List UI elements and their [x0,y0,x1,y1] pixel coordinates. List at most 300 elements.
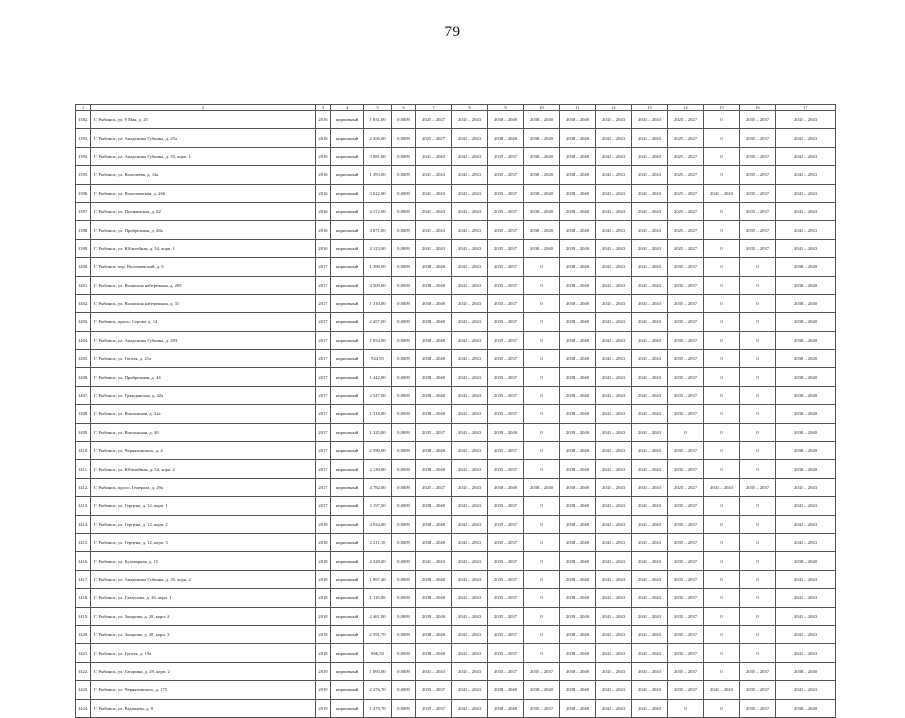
table-cell: 2038 – 2040 [560,202,596,220]
table-cell: 2041 – 2043 [632,166,668,184]
table-cell: 0 [524,552,560,570]
table-cell: 0,0009 [392,129,416,147]
table-cell: 2025 – 2027 [668,478,704,496]
table-cell: 2041 – 2043 [416,662,452,680]
table-cell: 1393. [76,129,91,147]
address-cell: Г. Рыбинск, ул. Академика Губкина, д. 293 [91,331,316,349]
table-cell: 2041 – 2043 [704,184,740,202]
table-cell: 2041 – 2043 [596,552,632,570]
table-cell: 2025 – 2027 [668,129,704,147]
table-row [76,589,836,607]
table-cell: кирпичный [331,589,364,607]
table-cell: 2035 – 2037 [488,552,524,570]
table-cell: 2016 [316,184,331,202]
table-cell: кирпичный [331,276,364,294]
table-cell: 2041 – 2043 [452,625,488,643]
table-cell: 2041 – 2043 [776,184,836,202]
table-cell: 2041 – 2043 [632,478,668,496]
table-cell: 1 893,00 [364,662,392,680]
table-cell: 2038 – 2040 [560,239,596,257]
table-row [76,147,836,165]
table-cell: кирпичный [331,681,364,699]
table-cell: 2035 – 2037 [668,570,704,588]
table-cell: 2041 – 2043 [416,552,452,570]
table-cell: 2035 – 2037 [668,552,704,570]
table-cell: 1414. [76,515,91,533]
table-cell: 2038 – 2040 [560,111,596,129]
address-cell: Г. Рыбинск, пер. Волочаевский, д. 6 [91,258,316,276]
table-cell: кирпичный [331,331,364,349]
table-cell: 0 [704,625,740,643]
table-cell: 1411. [76,460,91,478]
table-cell: 2019 [316,699,331,717]
table-cell: 2035 – 2037 [488,184,524,202]
table-cell: 2038 – 2040 [776,368,836,386]
table-cell: 2038 – 2040 [416,460,452,478]
table-cell: 2035 – 2037 [488,202,524,220]
table-cell: 2035 – 2037 [668,350,704,368]
table-cell: 2038 – 2040 [560,405,596,423]
table-cell: 0 [740,442,776,460]
table-cell: 0,0009 [392,368,416,386]
table-cell: 2038 – 2040 [560,129,596,147]
table-cell: 0,0009 [392,607,416,625]
table-cell: 2041 – 2043 [596,699,632,717]
table-cell: 2035 – 2037 [668,515,704,533]
table-cell: 2017 [316,386,331,404]
table-cell: 2016 [316,239,331,257]
table-cell: 2038 – 2040 [776,405,836,423]
table-cell: 2041 – 2043 [452,368,488,386]
table-cell: 1 310,00 [364,294,392,312]
table-cell: 4 024,00 [364,515,392,533]
table-cell: 0 [740,276,776,294]
table-row [76,478,836,496]
table-cell: 2017 [316,478,331,496]
table-cell: 2038 – 2040 [560,350,596,368]
table-cell: 2025 – 2027 [668,184,704,202]
table-cell: 0 [704,313,740,331]
schedule-table [75,104,836,718]
table-cell: 1401. [76,276,91,294]
table-cell: 1 031,00 [364,111,392,129]
table-cell: 2035 – 2037 [488,331,524,349]
table-cell: 0 [524,460,560,478]
table-cell: 1402. [76,294,91,312]
table-cell: 0,0009 [392,589,416,607]
table-cell: 2041 – 2043 [632,221,668,239]
table-cell: 0 [524,497,560,515]
table-cell: 2041 – 2043 [596,570,632,588]
table-cell: 2 547,00 [364,386,392,404]
table-cell: 2041 – 2043 [416,239,452,257]
table-cell: 0 [704,368,740,386]
table-cell: 1 393,00 [364,166,392,184]
table-cell: 2041 – 2043 [452,497,488,515]
table-cell: 2035 – 2037 [488,570,524,588]
table-cell: 2035 – 2037 [488,607,524,625]
table-cell: 2038 – 2040 [416,589,452,607]
table-cell: 2038 – 2040 [560,681,596,699]
table-cell: 0 [704,589,740,607]
table-cell: 2035 – 2037 [740,147,776,165]
column-header: 1 [76,105,91,111]
table-cell: 2041 – 2043 [596,662,632,680]
table-cell: 0 [704,166,740,184]
address-cell: Г. Рыбинск, ул. Академика Губкина, д. 35, корп. 1 [91,147,316,165]
table-cell: 2038 – 2040 [416,515,452,533]
table-cell: 1 116,00 [364,589,392,607]
address-cell: Г. Рыбинск, ул. Черняховского, д. 175 [91,681,316,699]
table-cell: 0,0009 [392,515,416,533]
address-cell: Г. Рыбинск, ул. Бульварная, д. 15 [91,552,316,570]
table-cell: 2041 – 2043 [452,276,488,294]
table-cell: 0,0009 [392,570,416,588]
table-cell: 1416. [76,552,91,570]
address-cell: Г. Рыбинск, просп. Генерала, д. 29а [91,478,316,496]
table-cell: 1419. [76,607,91,625]
table-cell: 0 [524,258,560,276]
table-cell: 2035 – 2037 [668,442,704,460]
table-cell: кирпичный [331,147,364,165]
table-row [76,129,836,147]
table-cell: кирпичный [331,533,364,551]
table-cell: 0 [524,368,560,386]
table-cell: 2035 – 2037 [740,239,776,257]
table-cell: 2035 – 2037 [740,662,776,680]
table-row [76,423,836,441]
table-cell: 2038 – 2040 [416,294,452,312]
table-cell: 2041 – 2043 [632,533,668,551]
table-cell: 924,95 [364,350,392,368]
table-cell: 0 [524,386,560,404]
table-cell: 2041 – 2043 [632,681,668,699]
table-cell: 0 [740,405,776,423]
table-cell: 0 [704,202,740,220]
table-cell: 2017 [316,423,331,441]
table-cell: 2038 – 2040 [560,570,596,588]
table-cell: 0 [740,497,776,515]
table-cell: 2019 [316,681,331,699]
table-cell: 2041 – 2043 [452,111,488,129]
table-cell: 2041 – 2043 [416,184,452,202]
table-cell: 2035 – 2037 [668,331,704,349]
address-cell: Г. Рыбинск, ул. Глазунова, д. 26, корп. 1 [91,589,316,607]
table-cell: 1 442,00 [364,368,392,386]
table-cell: 3 197,00 [364,497,392,515]
table-cell: 2041 – 2043 [596,221,632,239]
table-cell: 0 [704,147,740,165]
table-cell: 0 [740,423,776,441]
table-cell: 2041 – 2043 [452,662,488,680]
table-cell: 2041 – 2043 [596,607,632,625]
table-cell: 2041 – 2043 [596,331,632,349]
address-cell: Г. Рыбинск, ул. Радищева, д. 8 [91,699,316,717]
table-cell: 2017 [316,313,331,331]
table-cell: 2035 – 2037 [488,442,524,460]
table-cell: 2041 – 2043 [776,129,836,147]
table-cell: 2041 – 2043 [416,166,452,184]
table-cell: кирпичный [331,662,364,680]
table-cell: 2041 – 2043 [452,350,488,368]
table-row [76,368,836,386]
table-cell: 0 [524,442,560,460]
table-cell: 0 [704,221,740,239]
table-cell: 2038 – 2040 [560,386,596,404]
table-cell: 2038 – 2040 [416,258,452,276]
table-row [76,184,836,202]
table-cell: 2041 – 2043 [596,478,632,496]
table-cell: 2041 – 2043 [452,331,488,349]
table-cell: 2041 – 2043 [596,497,632,515]
address-cell: Г. Рыбинск, ул. Захарова, д. 28, корп. 3 [91,625,316,643]
table-cell: 2041 – 2043 [452,202,488,220]
column-header: 11 [560,105,596,111]
table-cell: 2038 – 2040 [560,607,596,625]
table-cell: 0,0009 [392,386,416,404]
table-cell: 2 123,00 [364,239,392,257]
table-cell: 0 [704,607,740,625]
table-cell: 2035 – 2037 [524,699,560,717]
table-cell: кирпичный [331,221,364,239]
table-cell: кирпичный [331,442,364,460]
table-cell: 2041 – 2043 [452,386,488,404]
address-cell: Г. Рыбинск, ул. Прибрежная, д. 48а [91,221,316,239]
table-cell: 2041 – 2043 [776,570,836,588]
table-cell: кирпичный [331,386,364,404]
table-cell: 0 [704,239,740,257]
table-cell: 2038 – 2040 [524,478,560,496]
table-cell: 2035 – 2037 [668,386,704,404]
table-cell: 2041 – 2043 [632,625,668,643]
table-cell: 2035 – 2037 [668,368,704,386]
table-cell: 2041 – 2043 [596,239,632,257]
table-cell: 2041 – 2043 [776,533,836,551]
table-cell: 2038 – 2040 [416,331,452,349]
table-cell: 2035 – 2037 [740,129,776,147]
table-cell: 2041 – 2043 [596,258,632,276]
table-cell: 2041 – 2043 [416,202,452,220]
table-cell: 4 509,00 [364,276,392,294]
column-header: 9 [488,105,524,111]
table-cell: 2038 – 2040 [416,607,452,625]
table-cell: 2041 – 2043 [632,258,668,276]
table-cell: 2041 – 2043 [416,221,452,239]
table-cell: 2041 – 2043 [632,405,668,423]
table-cell: 2035 – 2037 [668,681,704,699]
table-cell: 2041 – 2043 [596,405,632,423]
table-cell: 0 [740,570,776,588]
table-cell: 2038 – 2040 [776,258,836,276]
table-cell: 2035 – 2037 [668,405,704,423]
table-cell: 2038 – 2040 [488,681,524,699]
table-cell: 2025 – 2027 [416,478,452,496]
table-cell: 1421. [76,644,91,662]
table-cell: 1408. [76,405,91,423]
table-cell: 2041 – 2043 [596,350,632,368]
table-cell: 2038 – 2040 [416,625,452,643]
table-cell: 2041 – 2043 [776,166,836,184]
table-cell: 2041 – 2043 [632,239,668,257]
table-cell: 1397. [76,202,91,220]
table-cell: 2038 – 2040 [488,129,524,147]
table-cell: кирпичный [331,699,364,717]
table-cell: 2 456,00 [364,129,392,147]
table-cell: 2041 – 2043 [776,111,836,129]
table-cell: 0 [704,662,740,680]
table-row [76,166,836,184]
table-cell: 2038 – 2040 [488,478,524,496]
address-cell: Г. Рыбинск, ул. Волочаева, д. 14а [91,166,316,184]
table-cell: 2038 – 2040 [416,533,452,551]
table-cell: кирпичный [331,423,364,441]
table-cell: 2017 [316,350,331,368]
table-cell: 2038 – 2040 [560,147,596,165]
table-cell: 2035 – 2037 [488,147,524,165]
address-cell: Г. Рыбинск, ул. Гоголя, д. 21а [91,350,316,368]
column-header: 14 [668,105,704,111]
table-cell: 2041 – 2043 [632,699,668,717]
table-cell: 2038 – 2040 [416,313,452,331]
table-cell: 2041 – 2043 [452,699,488,717]
table-cell: 2041 – 2043 [776,644,836,662]
table-cell: 2035 – 2037 [740,111,776,129]
table-cell: 0 [740,386,776,404]
table-cell: 2041 – 2043 [452,129,488,147]
table-cell: 0 [704,515,740,533]
table-cell: 2035 – 2037 [488,258,524,276]
column-header: 10 [524,105,560,111]
address-cell: Г. Рыбинск, ул. Волжская набережная, д. 31 [91,294,316,312]
table-cell: 2041 – 2043 [704,681,740,699]
table-cell: кирпичный [331,570,364,588]
table-cell: кирпичный [331,202,364,220]
table-cell: 2041 – 2043 [632,644,668,662]
table-cell: 0 [740,313,776,331]
table-cell: 2038 – 2040 [776,662,836,680]
address-cell: Г. Рыбинск, ул. Волочаевская, д. 266 [91,184,316,202]
table-cell: 2041 – 2043 [452,515,488,533]
table-cell: 2018 [316,644,331,662]
address-cell: Г. Рыбинск, ул. Академика Губкина, д. 35, корп. 2 [91,570,316,588]
table-cell: 2035 – 2037 [524,662,560,680]
table-cell: кирпичный [331,111,364,129]
table-cell: 2016 [316,221,331,239]
table-cell: 2038 – 2040 [776,313,836,331]
table-cell: 2038 – 2040 [416,644,452,662]
table-cell: 2041 – 2043 [632,331,668,349]
table-cell: 2038 – 2040 [560,423,596,441]
table-cell: 2041 – 2043 [596,625,632,643]
table-cell: 2035 – 2037 [488,350,524,368]
table-cell: 2018 [316,533,331,551]
table-cell: 2035 – 2037 [416,699,452,717]
table-cell: 2038 – 2040 [524,147,560,165]
table-cell: 0 [740,294,776,312]
address-cell: Г. Рыбинск, ул. Пушкинская, д. 62 [91,202,316,220]
table-cell: 1413. [76,497,91,515]
table-cell: 2018 [316,570,331,588]
table-cell: 2038 – 2040 [560,331,596,349]
table-cell: 0,0009 [392,202,416,220]
address-cell: Г. Рыбинск, ул. Вокзальная, д. 40 [91,423,316,441]
table-cell: 2035 – 2037 [668,276,704,294]
table-cell: 0 [704,276,740,294]
table-row [76,202,836,220]
table-cell: 1 479,70 [364,699,392,717]
table-cell: 0 [524,405,560,423]
table-cell: 2041 – 2043 [452,681,488,699]
table-cell: 2041 – 2043 [776,239,836,257]
table-row [76,276,836,294]
table-cell: 1417. [76,570,91,588]
address-cell: Г. Рыбинск, ул. Герцена, д. 12, корп. 3 [91,533,316,551]
table-cell: 2041 – 2043 [776,478,836,496]
table-cell: 2025 – 2027 [668,202,704,220]
table-cell: 2038 – 2040 [524,111,560,129]
table-cell: 1424. [76,699,91,717]
table-cell: 2025 – 2027 [668,221,704,239]
table-cell: 0,0009 [392,221,416,239]
table-row [76,442,836,460]
address-cell: Г. Рыбинск, просп. Серова, д. 14 [91,313,316,331]
table-cell: 2041 – 2043 [776,625,836,643]
table-cell: 2041 – 2043 [632,111,668,129]
table-cell: 2038 – 2040 [776,350,836,368]
table-cell: 2038 – 2040 [524,239,560,257]
table-cell: 2035 – 2037 [488,662,524,680]
table-cell: 2038 – 2040 [416,276,452,294]
table-row [76,515,836,533]
table-cell: 0 [740,644,776,662]
table-cell: 2035 – 2037 [668,497,704,515]
table-cell: 2038 – 2040 [560,368,596,386]
table-cell: 866,50 [364,644,392,662]
table-cell: 2035 – 2037 [740,221,776,239]
table-cell: 2041 – 2043 [452,184,488,202]
table-row [76,221,836,239]
table-cell: 2018 [316,625,331,643]
table-cell: 2025 – 2027 [416,111,452,129]
table-cell: 2035 – 2037 [740,699,776,717]
table-cell: 1420. [76,625,91,643]
table-cell: 0,0009 [392,331,416,349]
table-cell: 2016 [316,166,331,184]
table-cell: 0 [704,423,740,441]
table-cell: 2041 – 2043 [452,552,488,570]
table-cell: 2038 – 2040 [524,166,560,184]
table-cell: 2038 – 2040 [560,276,596,294]
table-cell: 0,0009 [392,313,416,331]
table-cell: 2041 – 2043 [596,202,632,220]
table-cell: 2038 – 2040 [560,662,596,680]
table-cell: 2017 [316,258,331,276]
table-cell: 2038 – 2040 [524,129,560,147]
address-cell: Г. Рыбинск, ул. 9 Мая, д. 25 [91,111,316,129]
table-cell: кирпичный [331,515,364,533]
table-cell: 1410. [76,442,91,460]
table-cell: 2 461,00 [364,607,392,625]
table-cell: 2038 – 2040 [560,644,596,662]
table-cell: 0 [704,386,740,404]
schedule-table-container [75,104,831,718]
table-cell: 0 [524,625,560,643]
table-cell: 2018 [316,589,331,607]
table-cell: 0 [740,258,776,276]
table-cell: 2041 – 2043 [452,239,488,257]
table-cell: кирпичный [331,294,364,312]
table-cell: 2038 – 2040 [560,497,596,515]
